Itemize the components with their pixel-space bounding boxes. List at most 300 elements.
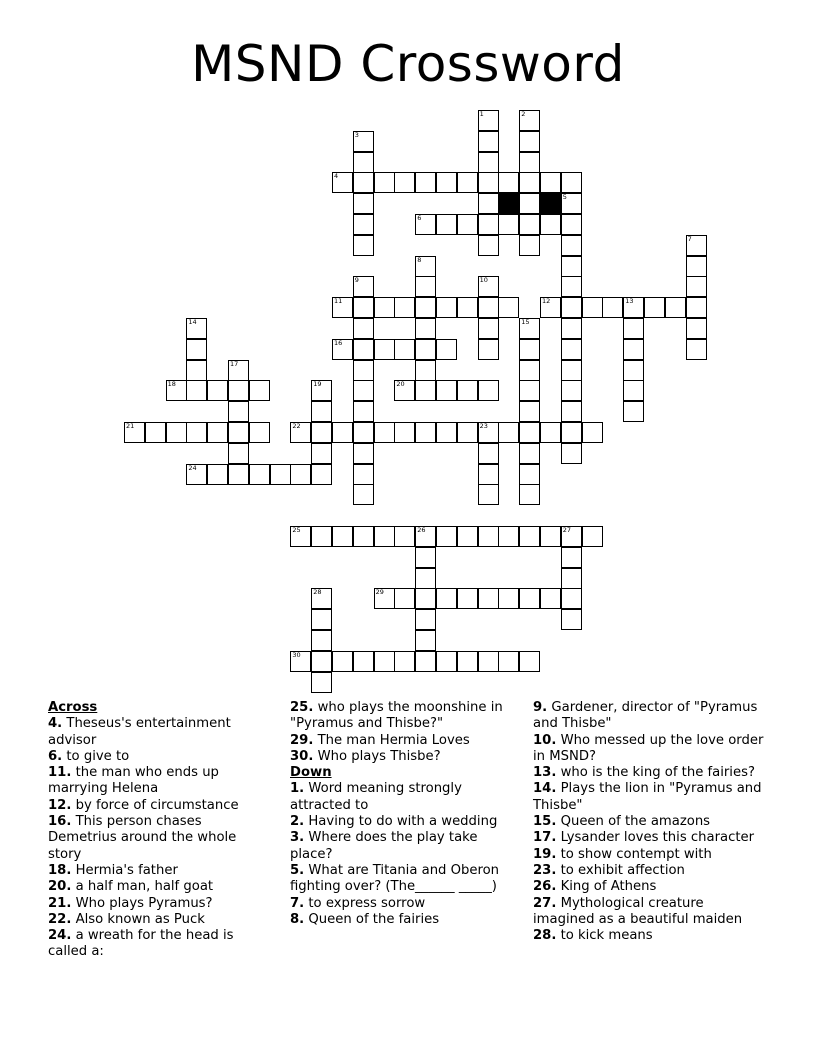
crossword-cell[interactable] bbox=[436, 422, 457, 443]
clue-text: by force of circumstance bbox=[75, 797, 239, 813]
crossword-cell[interactable] bbox=[374, 588, 395, 609]
crossword-cell[interactable] bbox=[394, 588, 415, 609]
clue-number: 28. bbox=[533, 928, 557, 944]
crossword-cell[interactable] bbox=[228, 401, 249, 422]
crossword-cell[interactable] bbox=[374, 422, 395, 443]
crossword-cell[interactable] bbox=[540, 588, 561, 609]
crossword-cell[interactable] bbox=[519, 484, 540, 505]
crossword-cell[interactable] bbox=[394, 380, 415, 401]
clue-text: Word meaning strongly attracted to bbox=[290, 781, 462, 813]
crossword-cell[interactable] bbox=[623, 380, 644, 401]
cell-number: 19 bbox=[313, 380, 322, 389]
down-clue bbox=[290, 912, 518, 928]
clue-number: 8. bbox=[290, 911, 305, 927]
crossword-cell[interactable] bbox=[457, 214, 478, 235]
crossword-cell[interactable] bbox=[561, 380, 582, 401]
crossword-cell[interactable] bbox=[623, 339, 644, 360]
clue-number: 25. bbox=[290, 700, 314, 715]
crossword-cell[interactable] bbox=[353, 484, 374, 505]
crossword-cell[interactable] bbox=[394, 422, 415, 443]
crossword-cell[interactable] bbox=[270, 464, 291, 485]
crossword-cell[interactable] bbox=[665, 297, 686, 318]
down-clue bbox=[533, 928, 769, 944]
crossword-cell[interactable] bbox=[353, 214, 374, 235]
crossword-cell[interactable] bbox=[415, 360, 436, 381]
crossword-cell[interactable] bbox=[249, 422, 270, 443]
clue-number: 12. bbox=[48, 797, 72, 813]
crossword-cell[interactable] bbox=[519, 339, 540, 360]
crossword-cell[interactable] bbox=[561, 235, 582, 256]
clue-number: 10. bbox=[533, 732, 557, 748]
crossword-cell[interactable] bbox=[623, 401, 644, 422]
crossword-cell[interactable] bbox=[561, 276, 582, 297]
clue-text: the man who ends up marrying Helena bbox=[48, 765, 219, 797]
clue-text: King of Athens bbox=[560, 879, 657, 895]
crossword-cell[interactable] bbox=[457, 172, 478, 193]
clue-number: 2. bbox=[290, 814, 305, 830]
cell-number: 18 bbox=[167, 380, 176, 389]
crossword-cell[interactable] bbox=[457, 651, 478, 672]
clue-text: Theseus's entertainment advisor bbox=[48, 716, 231, 748]
crossword-cell[interactable] bbox=[394, 651, 415, 672]
crossword-cell[interactable] bbox=[436, 651, 457, 672]
crossword-cell[interactable] bbox=[332, 172, 353, 193]
crossword-cell[interactable] bbox=[561, 588, 582, 609]
crossword-cell[interactable] bbox=[478, 214, 499, 235]
clue-number: 11. bbox=[48, 765, 72, 781]
crossword-cell[interactable] bbox=[186, 422, 207, 443]
crossword-cell[interactable] bbox=[478, 464, 499, 485]
crossword-cell[interactable] bbox=[582, 422, 603, 443]
crossword-cell[interactable] bbox=[415, 547, 436, 568]
crossword-cell[interactable] bbox=[478, 235, 499, 256]
crossword-cell[interactable] bbox=[353, 464, 374, 485]
crossword-cell[interactable] bbox=[498, 422, 519, 443]
clue-number: 30. bbox=[290, 748, 314, 764]
crossword-cell[interactable] bbox=[436, 172, 457, 193]
down-clue bbox=[290, 896, 518, 912]
crossword-cell[interactable] bbox=[519, 131, 540, 152]
crossword-cell[interactable] bbox=[498, 526, 519, 547]
crossword-cell[interactable] bbox=[519, 464, 540, 485]
crossword-cell[interactable] bbox=[540, 297, 561, 318]
crossword-cell[interactable] bbox=[290, 526, 311, 547]
crossword-cell[interactable] bbox=[519, 588, 540, 609]
cell-number: 7 bbox=[687, 234, 692, 243]
crossword-cell[interactable] bbox=[415, 588, 436, 609]
crossword-cell[interactable] bbox=[436, 588, 457, 609]
crossword-cell[interactable] bbox=[332, 526, 353, 547]
crossword-cell[interactable] bbox=[311, 380, 332, 401]
crossword-cell[interactable] bbox=[332, 339, 353, 360]
across-clue bbox=[290, 700, 518, 733]
crossword-cell[interactable] bbox=[415, 276, 436, 297]
crossword-cell[interactable] bbox=[249, 380, 270, 401]
crossword-cell[interactable] bbox=[561, 526, 582, 547]
crossword-cell[interactable] bbox=[561, 401, 582, 422]
clue-text: Hermia's father bbox=[75, 862, 178, 878]
crossword-cell[interactable] bbox=[561, 318, 582, 339]
cell-number: 14 bbox=[188, 318, 197, 326]
down-clue bbox=[290, 814, 518, 830]
crossword-cell[interactable] bbox=[519, 110, 540, 131]
down-clue bbox=[533, 814, 769, 830]
crossword-cell[interactable] bbox=[394, 339, 415, 360]
crossword-cell[interactable] bbox=[540, 422, 561, 443]
cell-number: 15 bbox=[521, 318, 530, 326]
crossword-cell[interactable] bbox=[478, 422, 499, 443]
down-clue bbox=[533, 733, 769, 766]
crossword-cell[interactable] bbox=[561, 214, 582, 235]
across-clue bbox=[48, 912, 270, 928]
clue-number: 15. bbox=[533, 814, 557, 830]
crossword-cell[interactable] bbox=[478, 172, 499, 193]
cell-number: 30 bbox=[292, 650, 301, 659]
crossword-cell[interactable] bbox=[228, 380, 249, 401]
crossword-cell[interactable] bbox=[353, 380, 374, 401]
crossword-cell[interactable] bbox=[353, 152, 374, 173]
crossword-cell[interactable] bbox=[436, 339, 457, 360]
cell-number: 21 bbox=[126, 422, 135, 430]
down-clue bbox=[290, 863, 518, 896]
crossword-cell[interactable] bbox=[478, 110, 499, 131]
down-clue bbox=[533, 700, 769, 733]
clue-number: 21. bbox=[48, 895, 72, 911]
crossword-cell[interactable] bbox=[290, 422, 311, 443]
crossword-cell[interactable] bbox=[394, 526, 415, 547]
crossword-cell[interactable] bbox=[644, 297, 665, 318]
crossword-cell[interactable] bbox=[561, 547, 582, 568]
crossword-cell[interactable] bbox=[519, 380, 540, 401]
crossword-cell[interactable] bbox=[311, 401, 332, 422]
crossword-cell[interactable] bbox=[353, 443, 374, 464]
crossword-cell[interactable] bbox=[207, 422, 228, 443]
crossword-cell[interactable] bbox=[561, 297, 582, 318]
crossword-cell[interactable] bbox=[353, 401, 374, 422]
crossword-cell[interactable] bbox=[519, 360, 540, 381]
crossword-cell[interactable] bbox=[186, 339, 207, 360]
clue-column-1 bbox=[48, 700, 270, 961]
clue-text: a wreath for the head is called a: bbox=[48, 928, 234, 960]
crossword-cell[interactable] bbox=[478, 193, 499, 214]
crossword-cell[interactable] bbox=[436, 297, 457, 318]
crossword-cell[interactable] bbox=[686, 276, 707, 297]
down-clue bbox=[533, 781, 769, 814]
clue-text: to give to bbox=[66, 748, 130, 764]
crossword-cell[interactable] bbox=[519, 172, 540, 193]
crossword-cell[interactable] bbox=[519, 193, 540, 214]
cell-number: 6 bbox=[417, 214, 422, 222]
crossword-cell[interactable] bbox=[353, 235, 374, 256]
crossword-cell[interactable] bbox=[311, 464, 332, 485]
crossword-cell[interactable] bbox=[457, 422, 478, 443]
crossword-cell[interactable] bbox=[228, 422, 249, 443]
clue-text: Who plays Pyramus? bbox=[75, 895, 213, 911]
crossword-cell[interactable] bbox=[457, 297, 478, 318]
clue-number: 1. bbox=[290, 781, 305, 797]
crossword-cell[interactable] bbox=[519, 422, 540, 443]
crossword-cell[interactable] bbox=[561, 443, 582, 464]
clue-text: to express sorrow bbox=[308, 895, 426, 911]
crossword-cell[interactable] bbox=[436, 380, 457, 401]
crossword-cell[interactable] bbox=[457, 526, 478, 547]
crossword-cell[interactable] bbox=[519, 651, 540, 672]
crossword-cell[interactable] bbox=[623, 360, 644, 381]
crossword-cell[interactable] bbox=[353, 131, 374, 152]
crossword-cell[interactable] bbox=[561, 339, 582, 360]
across-clue bbox=[48, 928, 270, 961]
clue-text: Who plays Thisbe? bbox=[317, 748, 441, 764]
crossword-cell[interactable] bbox=[311, 588, 332, 609]
crossword-cell[interactable] bbox=[186, 360, 207, 381]
across-clue bbox=[290, 733, 518, 749]
crossword-cell[interactable] bbox=[353, 339, 374, 360]
down-clue bbox=[290, 781, 518, 814]
crossword-cell[interactable] bbox=[207, 380, 228, 401]
crossword-cell[interactable] bbox=[519, 214, 540, 235]
crossword-cell[interactable] bbox=[249, 464, 270, 485]
crossword-cell[interactable] bbox=[478, 297, 499, 318]
clue-text: Also known as Puck bbox=[75, 911, 205, 927]
across-clue bbox=[48, 896, 270, 912]
crossword-cell[interactable] bbox=[540, 526, 561, 547]
page-title: MSND Crossword bbox=[191, 35, 625, 93]
clue-column-2 bbox=[290, 700, 518, 928]
crossword-cell[interactable] bbox=[540, 214, 561, 235]
crossword-cell[interactable] bbox=[311, 443, 332, 464]
clue-number: 16. bbox=[48, 814, 72, 830]
crossword-cell[interactable] bbox=[519, 443, 540, 464]
crossword-cell[interactable] bbox=[478, 588, 499, 609]
crossword-cell[interactable] bbox=[311, 526, 332, 547]
crossword-cell[interactable] bbox=[519, 318, 540, 339]
clue-text: a half man, half goat bbox=[75, 879, 214, 895]
crossword-cell[interactable] bbox=[415, 339, 436, 360]
crossword-cell[interactable] bbox=[186, 318, 207, 339]
crossword-cell[interactable] bbox=[353, 276, 374, 297]
crossword-cell[interactable] bbox=[290, 651, 311, 672]
crossword-cell[interactable] bbox=[686, 318, 707, 339]
clue-number: 20. bbox=[48, 879, 72, 895]
crossword-cell[interactable] bbox=[332, 422, 353, 443]
crossword-cell[interactable] bbox=[478, 318, 499, 339]
down-clue bbox=[533, 765, 769, 781]
clue-number: 4. bbox=[48, 716, 63, 732]
crossword-cell[interactable] bbox=[311, 609, 332, 630]
cell-number: 3 bbox=[354, 130, 359, 139]
clue-number: 23. bbox=[533, 862, 557, 878]
crossword-cell[interactable] bbox=[478, 484, 499, 505]
crossword-cell[interactable] bbox=[353, 651, 374, 672]
crossword-cell[interactable] bbox=[353, 297, 374, 318]
crossword-cell[interactable] bbox=[457, 588, 478, 609]
cell-number: 9 bbox=[354, 276, 359, 285]
crossword-cell[interactable] bbox=[353, 422, 374, 443]
crossword-cell[interactable] bbox=[415, 609, 436, 630]
crossword-cell[interactable] bbox=[374, 526, 395, 547]
crossword-cell[interactable] bbox=[415, 630, 436, 651]
clue-number: 3. bbox=[290, 830, 305, 846]
crossword-cell[interactable] bbox=[478, 526, 499, 547]
crossword-cell[interactable] bbox=[374, 172, 395, 193]
cell-number: 4 bbox=[334, 172, 339, 181]
clue-number: 6. bbox=[48, 748, 63, 764]
cell-number: 13 bbox=[625, 297, 634, 306]
crossword-cell[interactable] bbox=[415, 651, 436, 672]
crossword-cell[interactable] bbox=[394, 297, 415, 318]
clue-number: 27. bbox=[533, 895, 557, 911]
crossword-cell[interactable] bbox=[374, 651, 395, 672]
crossword-cell[interactable] bbox=[353, 360, 374, 381]
clues-section bbox=[0, 700, 816, 960]
clue-number: 5. bbox=[290, 862, 305, 878]
clue-text: Lysander loves this character bbox=[560, 830, 755, 846]
crossword-cell[interactable] bbox=[186, 380, 207, 401]
crossword-cell[interactable] bbox=[166, 380, 187, 401]
crossword-cell[interactable] bbox=[686, 339, 707, 360]
crossword-cell[interactable] bbox=[353, 172, 374, 193]
crossword-cell[interactable] bbox=[602, 297, 623, 318]
crossword-cell[interactable] bbox=[478, 131, 499, 152]
cell-number: 11 bbox=[334, 297, 343, 306]
crossword-cell[interactable] bbox=[478, 443, 499, 464]
cell-number: 2 bbox=[521, 110, 526, 118]
crossword-cell[interactable] bbox=[478, 380, 499, 401]
clue-text: to exhibit affection bbox=[560, 862, 685, 878]
clue-number: 22. bbox=[48, 911, 72, 927]
down-clue bbox=[533, 830, 769, 846]
crossword-cell[interactable] bbox=[436, 214, 457, 235]
crossword-cell[interactable] bbox=[311, 630, 332, 651]
crossword-cell[interactable] bbox=[124, 422, 145, 443]
crossword-cell[interactable] bbox=[561, 609, 582, 630]
clue-column-3 bbox=[533, 700, 769, 944]
clue-text: What are Titania and Oberon fighting over? (The______ _____) bbox=[290, 862, 500, 895]
crossword-cell[interactable] bbox=[623, 318, 644, 339]
crossword-cell[interactable] bbox=[561, 172, 582, 193]
crossword-cell[interactable] bbox=[332, 651, 353, 672]
crossword-cell[interactable] bbox=[623, 297, 644, 318]
clue-text: Mythological creature imagined as a beautiful maiden bbox=[533, 895, 743, 927]
crossword-cell[interactable] bbox=[228, 464, 249, 485]
crossword-cell[interactable] bbox=[186, 464, 207, 485]
across-clue bbox=[48, 716, 270, 749]
down-heading: Down bbox=[290, 765, 332, 781]
crossword-cell[interactable] bbox=[145, 422, 166, 443]
clue-text: Queen of the fairies bbox=[308, 911, 440, 927]
crossword-cell[interactable] bbox=[311, 672, 332, 693]
crossword-cell[interactable] bbox=[415, 256, 436, 277]
crossword-cell[interactable] bbox=[519, 401, 540, 422]
crossword-cell[interactable] bbox=[686, 297, 707, 318]
cell-number: 16 bbox=[334, 338, 343, 347]
crossword-cell[interactable] bbox=[311, 651, 332, 672]
across-heading: Across bbox=[48, 700, 98, 715]
cell-number: 24 bbox=[188, 463, 197, 472]
cell-number: 5 bbox=[562, 193, 567, 202]
across-clue bbox=[48, 798, 270, 814]
crossword-cell[interactable] bbox=[519, 152, 540, 173]
cell-number: 27 bbox=[562, 526, 572, 534]
crossword-cell[interactable] bbox=[478, 651, 499, 672]
clue-number: 19. bbox=[533, 846, 557, 862]
crossword-cell[interactable] bbox=[415, 172, 436, 193]
crossword-cell[interactable] bbox=[519, 235, 540, 256]
clue-text: Queen of the amazons bbox=[560, 814, 711, 830]
crossword-cell[interactable] bbox=[498, 214, 519, 235]
clue-text: Plays the lion in "Pyramus and Thisbe" bbox=[533, 781, 762, 813]
clue-number: 17. bbox=[533, 830, 557, 846]
crossword-cell[interactable] bbox=[478, 339, 499, 360]
clue-number: 29. bbox=[290, 732, 314, 748]
crossword-cell[interactable] bbox=[415, 297, 436, 318]
clue-text: Who messed up the love order in MSND? bbox=[533, 732, 764, 764]
crossword-cell[interactable] bbox=[478, 276, 499, 297]
crossword-cell[interactable] bbox=[415, 380, 436, 401]
down-clue bbox=[290, 830, 518, 863]
crossword-cell[interactable] bbox=[415, 568, 436, 589]
crossword-cell[interactable] bbox=[582, 297, 603, 318]
crossword-cell[interactable] bbox=[436, 526, 457, 547]
crossword-cell[interactable] bbox=[561, 422, 582, 443]
crossword-cell[interactable] bbox=[166, 422, 187, 443]
crossword-cell[interactable] bbox=[415, 526, 436, 547]
crossword-cell[interactable] bbox=[498, 172, 519, 193]
crossword-cell[interactable] bbox=[561, 360, 582, 381]
cell-number: 12 bbox=[542, 297, 551, 306]
crossword-cell[interactable] bbox=[561, 193, 582, 214]
crossword-cell[interactable] bbox=[353, 526, 374, 547]
crossword-cell[interactable] bbox=[540, 172, 561, 193]
crossword-cell[interactable] bbox=[582, 526, 603, 547]
crossword-cell[interactable] bbox=[228, 360, 249, 381]
crossword-cell[interactable] bbox=[415, 214, 436, 235]
cell-number: 25 bbox=[292, 526, 301, 534]
crossword-cell[interactable] bbox=[374, 297, 395, 318]
crossword-cell[interactable] bbox=[415, 318, 436, 339]
crossword-cell[interactable] bbox=[415, 422, 436, 443]
crossword-cell[interactable] bbox=[353, 193, 374, 214]
crossword-cell[interactable] bbox=[290, 464, 311, 485]
crossword-cell[interactable] bbox=[457, 380, 478, 401]
cell-number: 22 bbox=[292, 422, 301, 430]
crossword-cell[interactable] bbox=[374, 339, 395, 360]
crossword-cell[interactable] bbox=[686, 235, 707, 256]
crossword-cell[interactable] bbox=[561, 256, 582, 277]
crossword-cell[interactable] bbox=[311, 422, 332, 443]
clue-text: Gardener, director of "Pyramus and Thisbe" bbox=[533, 700, 758, 732]
crossword-cell[interactable] bbox=[207, 464, 228, 485]
crossword-cell[interactable] bbox=[498, 297, 519, 318]
crossword-cell[interactable] bbox=[228, 443, 249, 464]
across-clue bbox=[48, 879, 270, 895]
crossword-cell[interactable] bbox=[561, 568, 582, 589]
across-clue bbox=[48, 765, 270, 798]
down-clue bbox=[533, 863, 769, 879]
crossword-cell[interactable] bbox=[498, 651, 519, 672]
crossword-cell[interactable] bbox=[353, 318, 374, 339]
crossword-cell[interactable] bbox=[519, 526, 540, 547]
down-clue bbox=[533, 847, 769, 863]
crossword-cell[interactable] bbox=[394, 172, 415, 193]
across-clue bbox=[290, 749, 518, 765]
crossword-cell[interactable] bbox=[686, 256, 707, 277]
crossword-cell[interactable] bbox=[478, 152, 499, 173]
crossword-cell[interactable] bbox=[332, 297, 353, 318]
clue-text: who plays the moonshine in "Pyramus and Thisbe?" bbox=[290, 700, 503, 732]
crossword-cell[interactable] bbox=[498, 588, 519, 609]
down-clue bbox=[533, 896, 769, 929]
